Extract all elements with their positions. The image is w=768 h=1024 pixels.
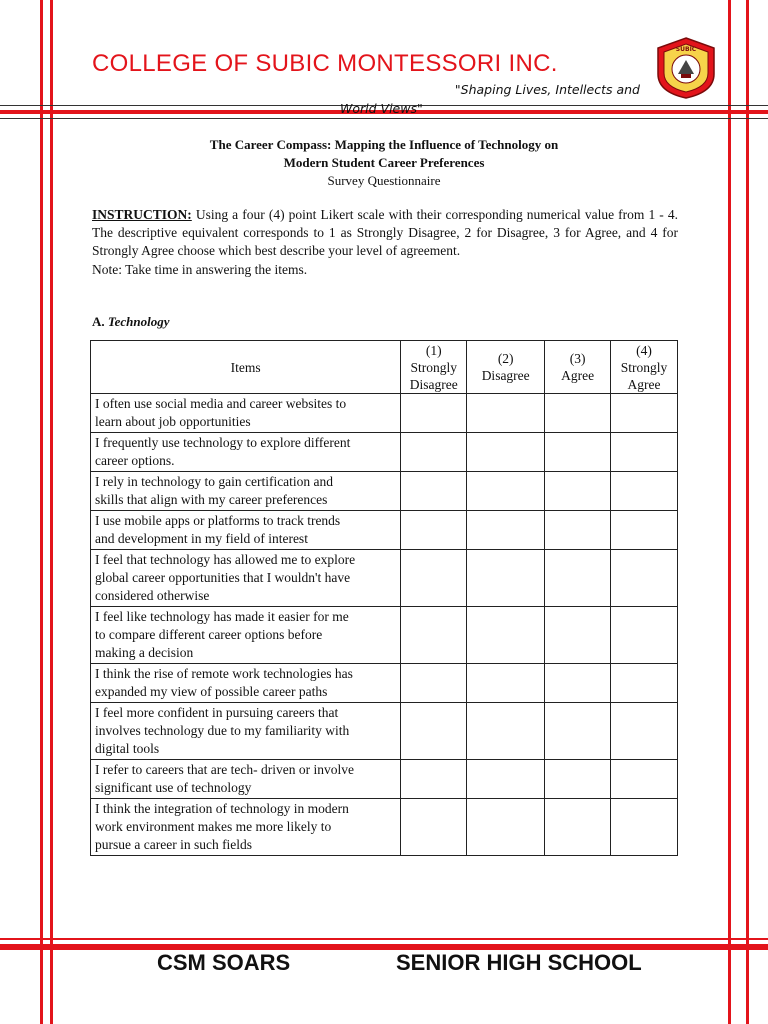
rating-cell-1[interactable]	[401, 433, 467, 472]
section-letter: A.	[92, 314, 105, 329]
survey-item-text: I feel like technology has made it easier for me to compare different career options before making a decision	[91, 607, 401, 664]
table-row	[91, 511, 678, 550]
rating-cell-3[interactable]	[545, 550, 611, 607]
survey-item-text: I frequently use technology to explore different career options.	[91, 433, 401, 472]
rating-cell-3[interactable]	[545, 703, 611, 760]
rating-cell-3[interactable]	[545, 607, 611, 664]
rating-cell-4[interactable]	[611, 664, 678, 703]
rating-cell-4[interactable]	[611, 799, 678, 856]
footer-rule-red-thin	[0, 938, 768, 940]
table-row	[91, 664, 678, 703]
rating-cell-1[interactable]	[401, 511, 467, 550]
rating-cell-3[interactable]	[545, 472, 611, 511]
scale-header-3: (3) Agree	[545, 341, 611, 394]
rating-cell-1[interactable]	[401, 550, 467, 607]
table-row	[91, 607, 678, 664]
rating-cell-3[interactable]	[545, 664, 611, 703]
scale-header-1: (1) Strongly Disagree	[401, 341, 467, 394]
rating-cell-1[interactable]	[401, 760, 467, 799]
footer-rule-red-thick	[0, 944, 768, 950]
rating-cell-1[interactable]	[401, 664, 467, 703]
college-seal-logo	[654, 36, 718, 100]
left-border-line-inner	[50, 0, 53, 1024]
survey-item-text: I think the rise of remote work technologies has expanded my view of possible career paths	[91, 664, 401, 703]
header-rule-dark-2	[0, 118, 768, 119]
survey-subtitle: Survey Questionnaire	[327, 173, 441, 188]
rating-cell-2[interactable]	[467, 760, 545, 799]
right-border-line-inner	[728, 0, 731, 1024]
table-row	[91, 799, 678, 856]
rating-cell-4[interactable]	[611, 760, 678, 799]
rating-cell-4[interactable]	[611, 550, 678, 607]
rating-cell-1[interactable]	[401, 472, 467, 511]
rating-cell-2[interactable]	[467, 664, 545, 703]
section-heading	[92, 314, 170, 330]
rating-cell-1[interactable]	[401, 703, 467, 760]
rating-cell-1[interactable]	[401, 799, 467, 856]
survey-item-text: I use mobile apps or platforms to track trends and development in my field of interest	[91, 511, 401, 550]
rating-cell-2[interactable]	[467, 511, 545, 550]
rating-cell-4[interactable]	[611, 433, 678, 472]
rating-cell-4[interactable]	[611, 394, 678, 433]
motto-line-2: World Views"	[340, 101, 423, 116]
instruction-paragraph	[92, 206, 678, 260]
table-row	[91, 550, 678, 607]
rating-cell-3[interactable]	[545, 760, 611, 799]
rating-cell-4[interactable]	[611, 472, 678, 511]
table-row	[91, 433, 678, 472]
rating-cell-4[interactable]	[611, 703, 678, 760]
rating-cell-2[interactable]	[467, 433, 545, 472]
left-border-line-outer	[40, 0, 43, 1024]
rating-cell-2[interactable]	[467, 394, 545, 433]
survey-title-line-1: The Career Compass: Mapping the Influence of Technology on	[209, 137, 559, 152]
motto-line-1: "Shaping Lives, Intellects and	[454, 82, 640, 97]
rating-cell-3[interactable]	[545, 799, 611, 856]
footer-left-text: CSM SOARS	[157, 950, 291, 975]
rating-cell-3[interactable]	[545, 433, 611, 472]
rating-cell-2[interactable]	[467, 550, 545, 607]
right-border-line-outer	[746, 0, 749, 1024]
rating-cell-2[interactable]	[467, 607, 545, 664]
survey-item-text: I refer to careers that are tech- driven or involve significant use of technology	[91, 760, 401, 799]
table-row	[91, 760, 678, 799]
scale-header-4: (4) Strongly Agree	[611, 341, 678, 394]
footer-right-text: SENIOR HIGH SCHOOL	[396, 950, 642, 975]
table-row	[91, 394, 678, 433]
survey-title-block	[92, 136, 676, 190]
section-name: Technology	[107, 314, 170, 329]
survey-item-text: I feel more confident in pursuing careers that involves technology due to my familiarity with digital tools	[91, 703, 401, 760]
instruction-label: INSTRUCTION:	[92, 207, 192, 222]
scale-header-2: (2) Disagree	[467, 341, 545, 394]
rating-cell-3[interactable]	[545, 394, 611, 433]
items-column-header: Items	[91, 341, 401, 394]
survey-title-line-2: Modern Student Career Preferences	[283, 155, 485, 170]
college-name: COLLEGE OF SUBIC MONTESSORI INC.	[92, 50, 558, 77]
survey-item-text: I feel that technology has allowed me to explore global career opportunities that I wouldn't have considered otherwise	[91, 550, 401, 607]
table-header-row	[91, 341, 678, 394]
rating-cell-2[interactable]	[467, 472, 545, 511]
survey-item-text: I think the integration of technology in modern work environment makes me more likely to pursue a career in such fields	[91, 799, 401, 856]
table-row	[91, 703, 678, 760]
rating-cell-4[interactable]	[611, 511, 678, 550]
table-row	[91, 472, 678, 511]
rating-cell-3[interactable]	[545, 511, 611, 550]
likert-survey-table	[90, 340, 678, 856]
survey-item-text: I often use social media and career websites to learn about job opportunities	[91, 394, 401, 433]
instruction-note: Note: Take time in answering the items.	[92, 262, 308, 277]
logo-text: SUBIC	[675, 46, 697, 53]
rating-cell-2[interactable]	[467, 799, 545, 856]
instruction-text: Using a four (4) point Likert scale with their corresponding numerical value from 1 - 4. The descriptive equivalent corresponds to 1 as Strongly Disagree, 2 for Disagree, 3 for Agree, and 4 for Strongly Agree choose which best describe your level of agreement.	[92, 207, 678, 258]
rating-cell-1[interactable]	[401, 607, 467, 664]
rating-cell-1[interactable]	[401, 394, 467, 433]
rating-cell-4[interactable]	[611, 607, 678, 664]
rating-cell-2[interactable]	[467, 703, 545, 760]
college-motto	[340, 80, 640, 118]
survey-item-text: I rely in technology to gain certification and skills that align with my career preferences	[91, 472, 401, 511]
